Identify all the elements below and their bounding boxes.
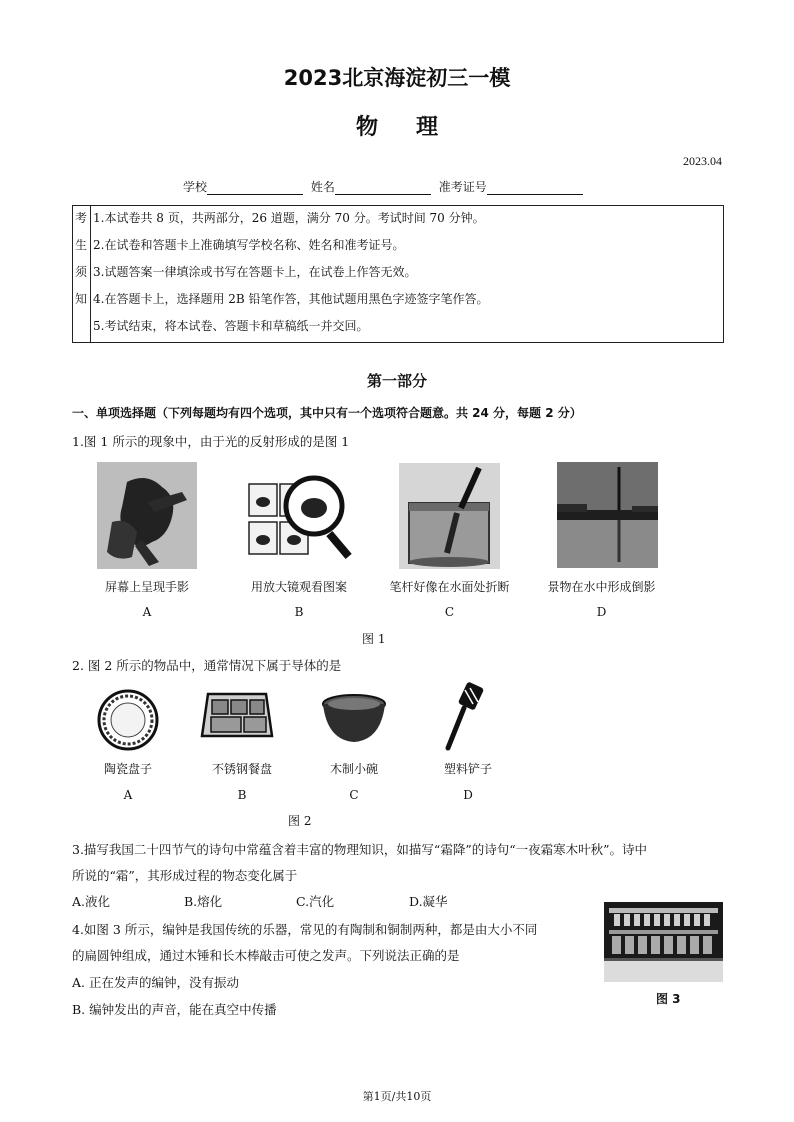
name-blank	[335, 181, 431, 195]
question-4-line-2: 的扁圆钟组成，通过木锤和长木棒敲击可使之发声。下列说法正确的是	[72, 948, 460, 963]
section-title: 一、单项选择题（下列每题均有四个选项，其中只有一个选项符合题意。共 24 分，每题 2 分）	[72, 406, 582, 420]
figure-2-label: 图 2	[288, 814, 312, 828]
id-blank	[487, 181, 583, 195]
notice-side-char: 须	[75, 265, 88, 279]
option-caption: 用放大镜观看图案	[250, 580, 347, 594]
question-3-option-a: A.液化	[72, 894, 111, 909]
pencil-in-water-image	[399, 463, 500, 569]
notice-item: 2.在试卷和答题卡上准确填写学校名称、姓名和准考证号。	[93, 238, 405, 252]
option-letter: C	[349, 788, 359, 802]
option-caption: 木制小碗	[329, 762, 378, 776]
question-1-text: 1.图 1 所示的现象中，由于光的反射形成的是图 1	[72, 434, 350, 449]
question-3-option-c: C.汽化	[296, 894, 335, 909]
notice-side-char: 考	[75, 211, 88, 225]
question-2-text: 2. 图 2 所示的物品中，通常情况下属于导体的是	[72, 658, 342, 673]
option-caption: 笔杆好像在水面处折断	[389, 580, 510, 594]
candidate-notice-box	[72, 205, 724, 343]
option-letter: D	[463, 788, 473, 802]
question-4-option-a: A. 正在发声的编钟，没有振动	[72, 975, 239, 990]
question-3-line-1: 3.描写我国二十四节气的诗句中常蕴含着丰富的物理知识，如描写“霜降”的诗句“一夜霜寒木叶秋”。诗中	[72, 842, 647, 857]
option-caption: 景物在水中形成倒影	[547, 580, 656, 594]
school-label: 学校	[183, 180, 208, 194]
question-3-line-2: 所说的“霜”，其形成过程的物态变化属于	[72, 868, 298, 883]
notice-side-char: 生	[75, 238, 88, 252]
option-letter: D	[596, 605, 607, 619]
wooden-bowl-image	[321, 692, 387, 746]
question-3-option-b: B.熔化	[184, 894, 223, 909]
figure-3-label: 图 3	[656, 992, 681, 1006]
notice-side-char: 知	[75, 292, 88, 306]
option-letter: B	[237, 788, 247, 802]
question-4-option-b: B. 编钟发出的声音，能在真空中传播	[72, 1002, 277, 1017]
hand-shadow-image	[97, 462, 197, 569]
option-caption: 陶瓷盘子	[103, 762, 152, 776]
school-blank	[207, 181, 303, 195]
steel-tray-image	[200, 688, 274, 744]
option-caption: 不锈钢餐盘	[211, 762, 272, 776]
option-letter: B	[294, 605, 304, 619]
chime-bells-image	[604, 902, 723, 982]
notice-item: 4.在答题卡上，选择题用 2B 铅笔作答，其他试题用黑色字迹签字笔作答。	[93, 292, 489, 306]
notice-item: 5.考试结束，将本试卷、答题卡和草稿纸一并交回。	[93, 319, 369, 333]
option-caption: 塑料铲子	[443, 762, 492, 776]
question-3-option-d: D.凝华	[409, 894, 448, 909]
plastic-spatula-image	[440, 682, 484, 752]
option-caption: 屏幕上呈现手影	[104, 580, 189, 594]
notice-item: 1.本试卷共 8 页，共两部分，26 道题，满分 70 分。考试时间 70 分钟。	[93, 211, 485, 225]
exam-title: 2023北京海淀初三一模	[283, 66, 511, 90]
option-letter: A	[142, 605, 152, 619]
reflection-image	[557, 462, 658, 568]
option-letter: A	[123, 788, 133, 802]
subject-title: 物理	[355, 115, 476, 140]
student-info-line	[183, 178, 587, 195]
question-4-line-1: 4.如图 3 所示，编钟是我国传统的乐器，常见的有陶制和铜制两种，都是由大小不同	[72, 922, 538, 937]
notice-item: 3.试题答案一律填涂或书写在答题卡上，在试卷上作答无效。	[93, 265, 417, 279]
magnifier-stamps-image	[244, 466, 354, 572]
ceramic-plate-image	[96, 688, 160, 752]
option-letter: C	[444, 605, 455, 619]
figure-1-label: 图 1	[362, 632, 386, 646]
notice-side-column	[73, 206, 91, 342]
name-label: 姓名	[310, 180, 335, 194]
exam-date: 2023.04	[683, 154, 722, 168]
id-label: 准考证号	[438, 180, 487, 194]
page-number: 第1页/共10页	[362, 1090, 432, 1103]
part-title: 第一部分	[366, 372, 427, 390]
